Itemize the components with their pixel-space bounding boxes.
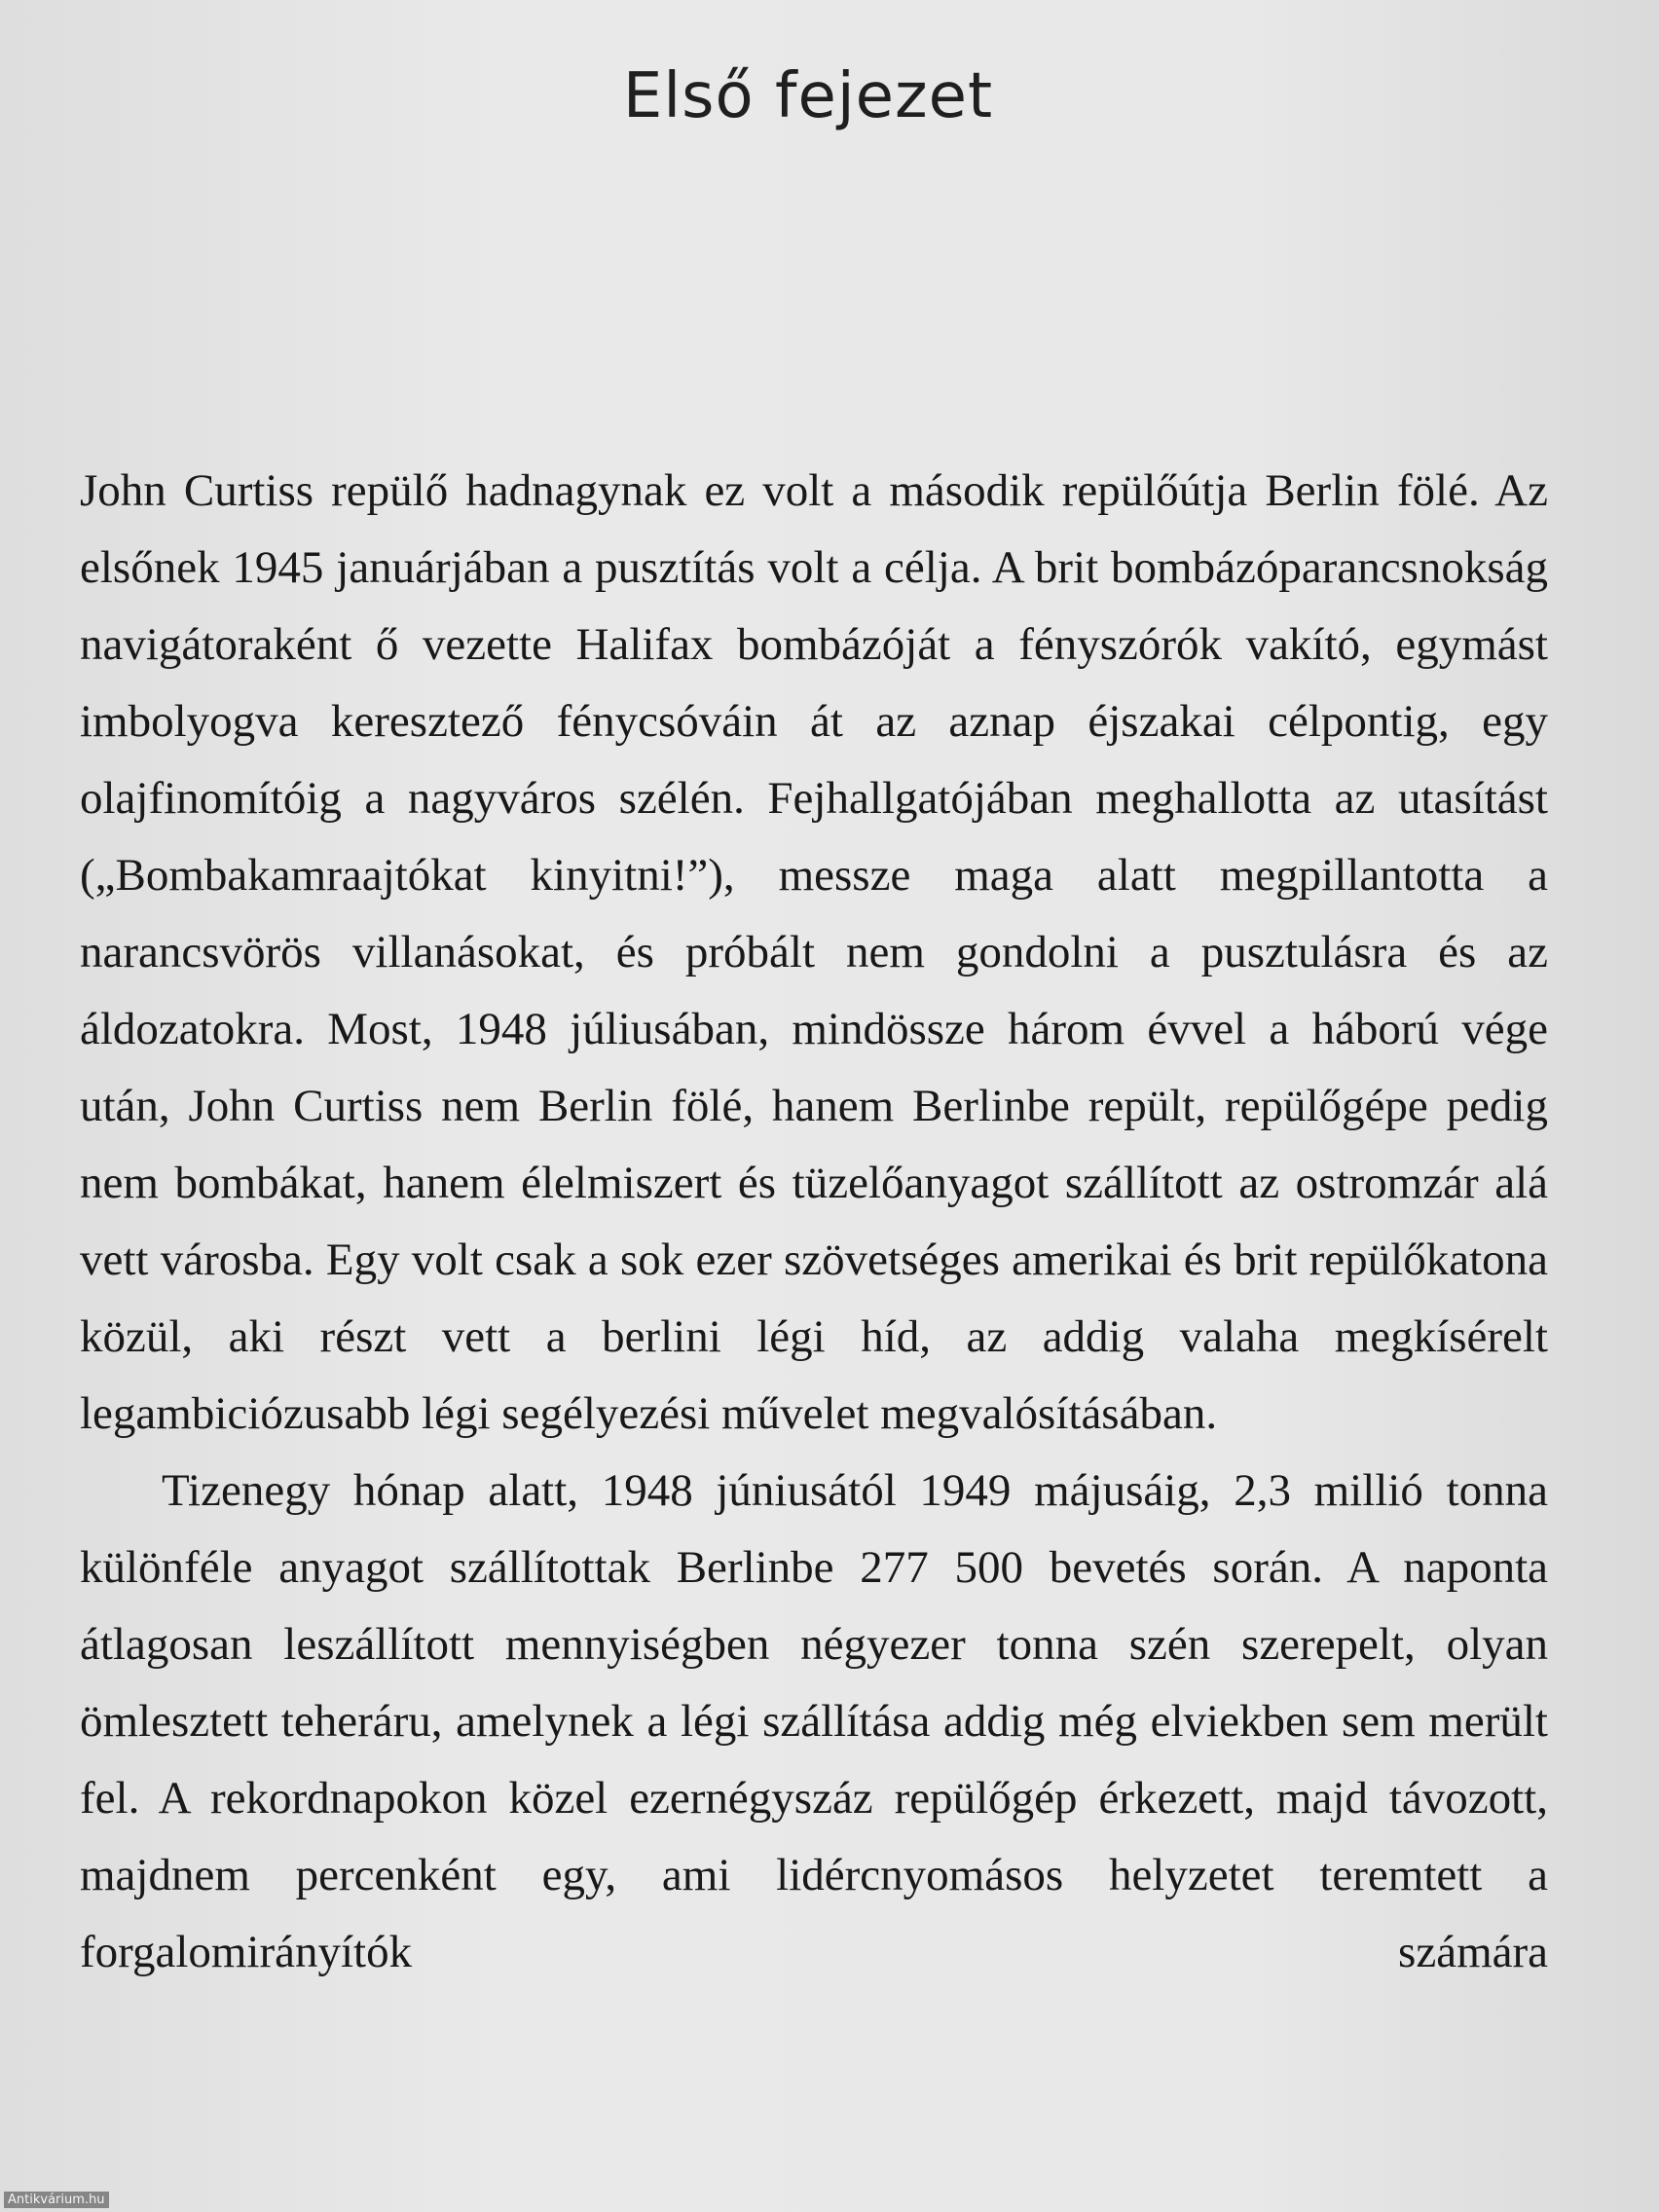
paragraph-1: John Curtiss repülő hadnagynak ez volt a második repülőútja Berlin fölé. Az elsőnek 1945 januárjában a pusztítás volt a célja. A brit bombázóparancsnokság navigátoraként ő vezette Halifax bombázóját a fényszórók vakító, egymást imbolyogva keresztező fénycsóváin át az aznap éjszakai célpontig, egy olajfinomítóig a nagyváros szélén. Fejhallgatójában meghallotta az utasítást („Bombakamraajtókat kinyitni!”), messze maga alatt megpillantotta a narancsvörös villanásokat, és próbált nem gondolni a pusztulásra és az áldozatokra. Most, 1948 júliusában, mindössze három évvel a háború vége után, John Curtiss nem Berlin fölé, hanem Berlinbe repült, repülőgépe pedig nem bombákat, hanem élelmiszert és tüzelőanyagot szállított az ostromzár alá vett városba. Egy volt csak a sok ezer szövetséges amerikai és brit repülőkatona közül, aki részt vett a berlini légi híd, az addig valaha megkísérelt legambiciózusabb légi segélyezési művelet megvalósításában.: [80, 465, 1548, 1439]
paragraph-2: Tizenegy hónap alatt, 1948 júniusától 1949 májusáig, 2,3 millió tonna különféle anyagot szállítottak Berlinbe 277 500 bevetés során. A naponta átlagosan leszállított mennyiségben négyezer tonna szén szerepelt, olyan ömlesztett teheráru, amelynek a légi szállítása addig még elviekben sem merült fel. A rekordnapokon közel ezernégyszáz repülőgép érkezett, majd távozott, majdnem percenként egy, ami lidércnyomásos helyzetet teremtett a forgalomirányítók számára: [80, 1465, 1548, 1977]
chapter-title: Első fejezet: [622, 60, 994, 132]
chapter-body: [80, 453, 1548, 1991]
watermark-logo: Antikvárium.hu: [4, 2192, 109, 2208]
